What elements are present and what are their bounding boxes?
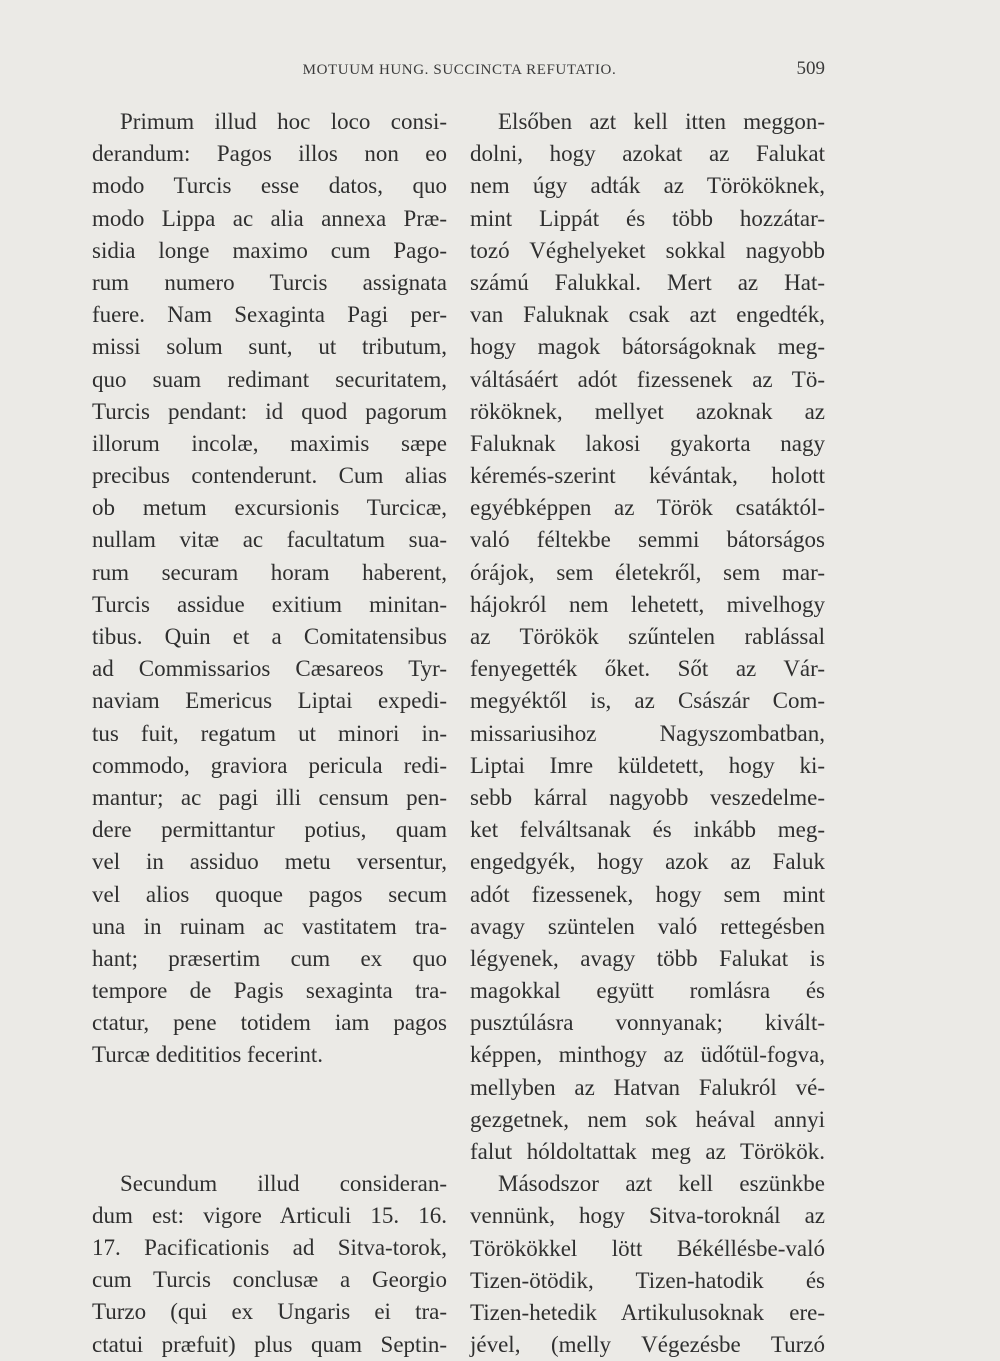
hungarian-paragraph-2 (470, 1168, 825, 1361)
text-line: precibus contenderunt. Cum alias (92, 463, 447, 489)
text-line: falut hóldoltattak meg az Törökök. (470, 1139, 825, 1164)
text-line: ctatui præfuit) plus quam Septin- (92, 1331, 447, 1357)
text-line: mint Lippát és több hozzátar- (470, 205, 825, 231)
text-line: modo Turcis esse datos, quo (92, 173, 447, 199)
text-line: missariusihoz Nagyszombatban, (470, 720, 825, 746)
text-line: Tizen-hetedik Artikulusoknak ere- (470, 1299, 825, 1325)
hungarian-paragraph-1 (470, 106, 825, 1168)
text-line: Elsőben azt kell itten meggon- (498, 109, 825, 134)
running-title: MOTUUM HUNG. SUCCINCTA REFUTATIO. (302, 62, 617, 78)
text-line: avagy szüntelen való rettegésben (470, 913, 825, 939)
text-line: órájok, sem életekről, sem mar- (470, 559, 825, 585)
text-line: mantur; ac pagi illi censum pen- (92, 784, 447, 810)
text-line: quo suam redimant securitatem, (92, 366, 447, 392)
text-line: Liptai Imre küldetett, hogy ki- (470, 752, 825, 778)
text-line: vennünk, hogy Sitva-toroknál az (470, 1203, 825, 1229)
text-line: fuere. Nam Sexaginta Pagi per- (92, 302, 447, 328)
text-line: Turcis pendant: id quod pagorum (92, 398, 447, 424)
text-line: Faluknak lakosi gyakorta nagy (470, 430, 825, 456)
text-line: dere permittantur potius, quam (92, 817, 447, 843)
text-line: rököknek, mellyet azoknak az (470, 398, 825, 424)
text-line: ctatur, pene totidem iam pagos (92, 1010, 447, 1036)
text-line: Primum illud hoc loco consi- (120, 109, 447, 134)
latin-paragraph-2 (92, 1168, 447, 1361)
text-line: modo Lippa ac alia annexa Præ- (92, 205, 447, 231)
text-line: missi solum sunt, ut tributum, (92, 334, 447, 360)
text-line: tibus. Quin et a Comitatensibus (92, 624, 447, 649)
text-line: Turcæ dedititios fecerint. (92, 1042, 324, 1068)
text-line: derandum: Pagos illos non eo (92, 141, 447, 167)
text-line: ket felváltsanak és inkább meg- (470, 817, 825, 843)
text-line: Turcis assidue exitium minitan- (92, 591, 447, 617)
hungarian-column (470, 106, 825, 1361)
text-line: 17. Pacificationis ad Sitva-torok, (92, 1235, 447, 1260)
text-line: dolni, hogy azokat az Falukat (470, 141, 825, 167)
paragraph-gap (92, 1072, 447, 1168)
page-number: 509 (796, 58, 825, 79)
text-line: Turzo (qui ex Ungaris ei tra- (92, 1299, 447, 1325)
text-line: Törökökkel lött Békéllésbe-való (470, 1235, 825, 1261)
text-line: ad Commissarios Cæsareos Tyr- (92, 656, 447, 682)
text-line: nem úgy adták az Törököknek, (470, 173, 825, 199)
latin-column (92, 106, 447, 1361)
text-line: hant; præsertim cum ex quo (92, 945, 447, 971)
text-line: gezgetnek, nem sok heával annyi (470, 1106, 825, 1132)
text-line: cum Turcis conclusæ a Georgio (92, 1267, 447, 1293)
text-line: rum securam horam haberent, (92, 559, 447, 585)
text-line: való féltekbe semmi bátorságos (470, 527, 825, 553)
text-line: commodo, graviora pericula redi- (92, 752, 447, 778)
latin-paragraph-1 (92, 106, 447, 1072)
text-line: magokkal együtt romlásra és (470, 978, 825, 1004)
running-head (92, 58, 827, 82)
text-line: pusztúlásra vonnyanak; kivált- (470, 1010, 825, 1036)
text-line: sebb kárral nagyobb veszedelme- (470, 784, 825, 810)
text-line: megyéktől is, az Császár Com- (470, 688, 825, 714)
text-line: váltásáért adót fizessenek az Tö- (470, 366, 825, 392)
text-line: jével, (melly Végezésbe Turzó (470, 1332, 825, 1358)
text-line: van Faluknak csak azt engedték, (470, 302, 825, 328)
text-line: engedgyék, hogy azok az Faluk (470, 849, 825, 875)
text-line: tus fuit, regatum ut minori in- (92, 720, 447, 746)
text-line: vel in assiduo metu versentur, (92, 849, 447, 875)
text-line: dum est: vigore Articuli 15. 16. (92, 1202, 447, 1228)
text-line: sidia longe maximo cum Pago- (92, 237, 447, 263)
text-line: nullam vitæ ac facultatum sua- (92, 527, 447, 553)
text-line: una in ruinam ac vastitatem tra- (92, 913, 447, 939)
text-line: Secundum illud consideran- (120, 1170, 447, 1196)
text-line: az Törökök szűntelen rablással (470, 624, 825, 649)
text-line: rum numero Turcis assignata (92, 269, 447, 295)
text-line: számú Falukkal. Mert az Hat- (470, 269, 825, 295)
text-line: Másodszor azt kell eszünkbe (498, 1171, 825, 1197)
text-line: hájokról nem lehetett, mivelhogy (470, 591, 825, 617)
text-line: mellyben az Hatvan Falukról vé- (470, 1074, 825, 1100)
text-line: vel alios quoque pagos secum (92, 881, 447, 907)
text-line: kéremés-szerint kévántak, holott (470, 463, 825, 489)
text-line: tozó Véghelyeket sokkal nagyobb (470, 237, 825, 263)
text-line: fenyegették őket. Sőt az Vár- (470, 656, 825, 682)
text-line: tempore de Pagis sexaginta tra- (92, 978, 447, 1004)
text-line: naviam Emericus Liptai expedi- (92, 688, 447, 714)
text-line: képpen, minthogy az üdőtül-fogva, (470, 1042, 825, 1068)
text-line: Tizen-ötödik, Tizen-hatodik és (470, 1267, 825, 1293)
text-line: adót fizessenek, hogy sem mint (470, 881, 825, 907)
text-line: ob metum excursionis Turcicæ, (92, 495, 447, 521)
text-line: illorum incolæ, maximis sæpe (92, 430, 447, 456)
text-line: egyébképpen az Török csatáktól- (470, 495, 825, 521)
text-line: légyenek, avagy több Falukat is (470, 945, 825, 971)
text-line: hogy magok bátorságoknak meg- (470, 334, 825, 360)
